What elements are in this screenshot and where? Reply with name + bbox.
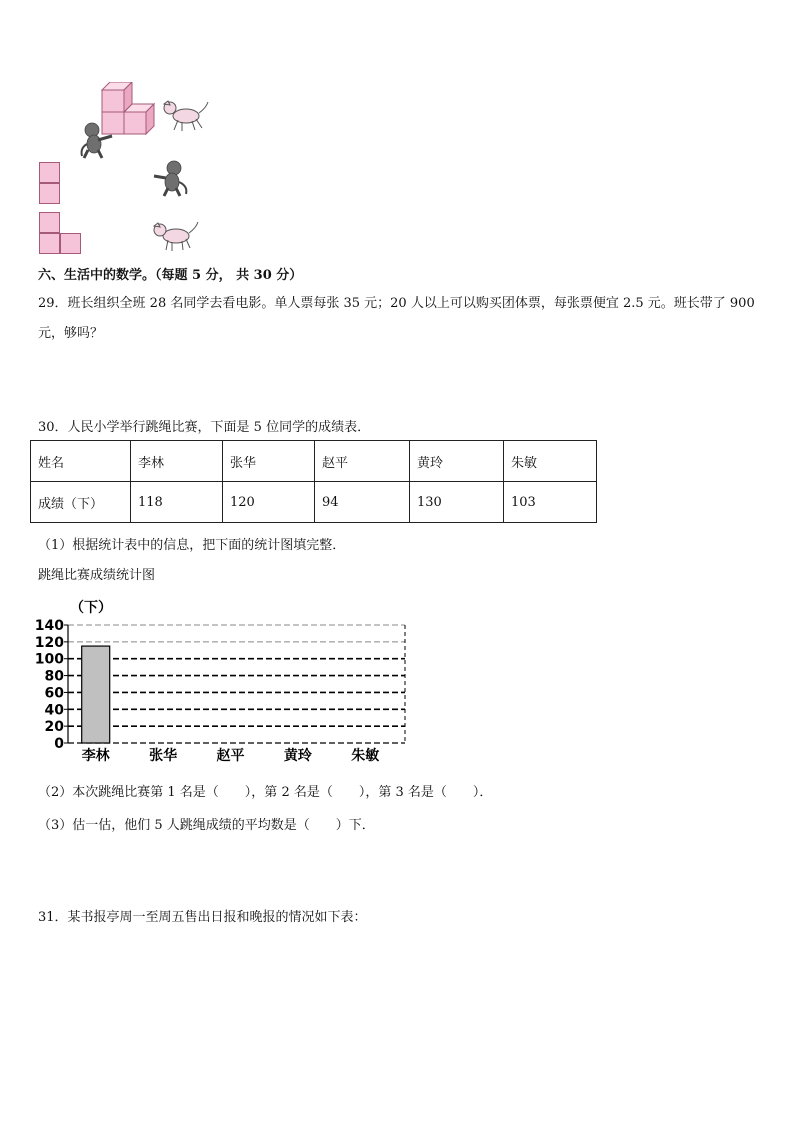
sub-question-1: （1）根据统计表中的信息，把下面的统计图填完整． [38, 538, 346, 553]
sub-question-3: （3）估一估，他们 5 人跳绳成绩的平均数是（ ）下． [38, 818, 375, 833]
question-30-text: 30．人民小学举行跳绳比赛，下面是 5 位同学的成绩表． [38, 420, 371, 435]
jump-rope-bar-chart [30, 592, 420, 770]
table-cell: 李林 [131, 441, 223, 482]
y-tick-label: 120 [34, 634, 64, 651]
table-cell: 黄玲 [410, 441, 504, 482]
score-table [30, 440, 597, 523]
view-figure [30, 80, 230, 260]
sub-question-2: （2）本次跳绳比赛第 1 名是（ ），第 2 名是（ ），第 3 名是（ ）． [38, 785, 493, 800]
y-tick-label: 40 [44, 702, 64, 719]
table-cell: 张华 [223, 441, 315, 482]
question-31-text: 31．某书报亭周一至周五售出日报和晚报的情况如下表： [38, 910, 367, 925]
y-tick-label: 100 [34, 651, 64, 668]
chart-caption: 跳绳比赛成绩统计图 [38, 568, 156, 583]
table-cell: 120 [223, 482, 315, 523]
bar-李林 [82, 646, 110, 743]
x-tick-label: 黄玲 [283, 748, 312, 764]
x-tick-label: 李林 [81, 748, 110, 764]
table-cell: 姓名 [31, 441, 131, 482]
table-cell: 94 [315, 482, 410, 523]
question-29-line2: 元，够吗？ [38, 326, 104, 341]
monkey-icon [78, 122, 118, 160]
table-row [31, 441, 597, 482]
y-tick-label: 140 [34, 618, 64, 634]
section-heading: 六、生活中的数学。（每题 5 分， 共 30 分） [38, 268, 303, 283]
table-cell: 103 [504, 482, 597, 523]
table-cell: 成绩（下） [31, 482, 131, 523]
table-cell: 118 [131, 482, 223, 523]
x-tick-label: 朱敏 [351, 748, 380, 764]
y-tick-label: 80 [44, 668, 64, 685]
monkey-icon [152, 160, 192, 198]
dog-icon [150, 218, 200, 254]
y-tick-label: 20 [44, 719, 64, 736]
dog-icon [160, 98, 210, 134]
table-cell: 朱敏 [504, 441, 597, 482]
question-29-line1: 29．班长组织全班 28 名同学去看电影。单人票每张 35 元；20 人以上可以购买团体票，每张票便宜 2.5 元。班长带了 900 [38, 296, 755, 311]
table-row [31, 482, 597, 523]
table-cell: 赵平 [315, 441, 410, 482]
table-cell: 130 [410, 482, 504, 523]
y-tick-label: 60 [44, 685, 64, 702]
y-tick-label: 0 [54, 736, 64, 752]
y-axis-label: （下） [70, 600, 112, 616]
x-tick-label: 张华 [149, 748, 178, 764]
x-tick-label: 赵平 [216, 748, 245, 764]
